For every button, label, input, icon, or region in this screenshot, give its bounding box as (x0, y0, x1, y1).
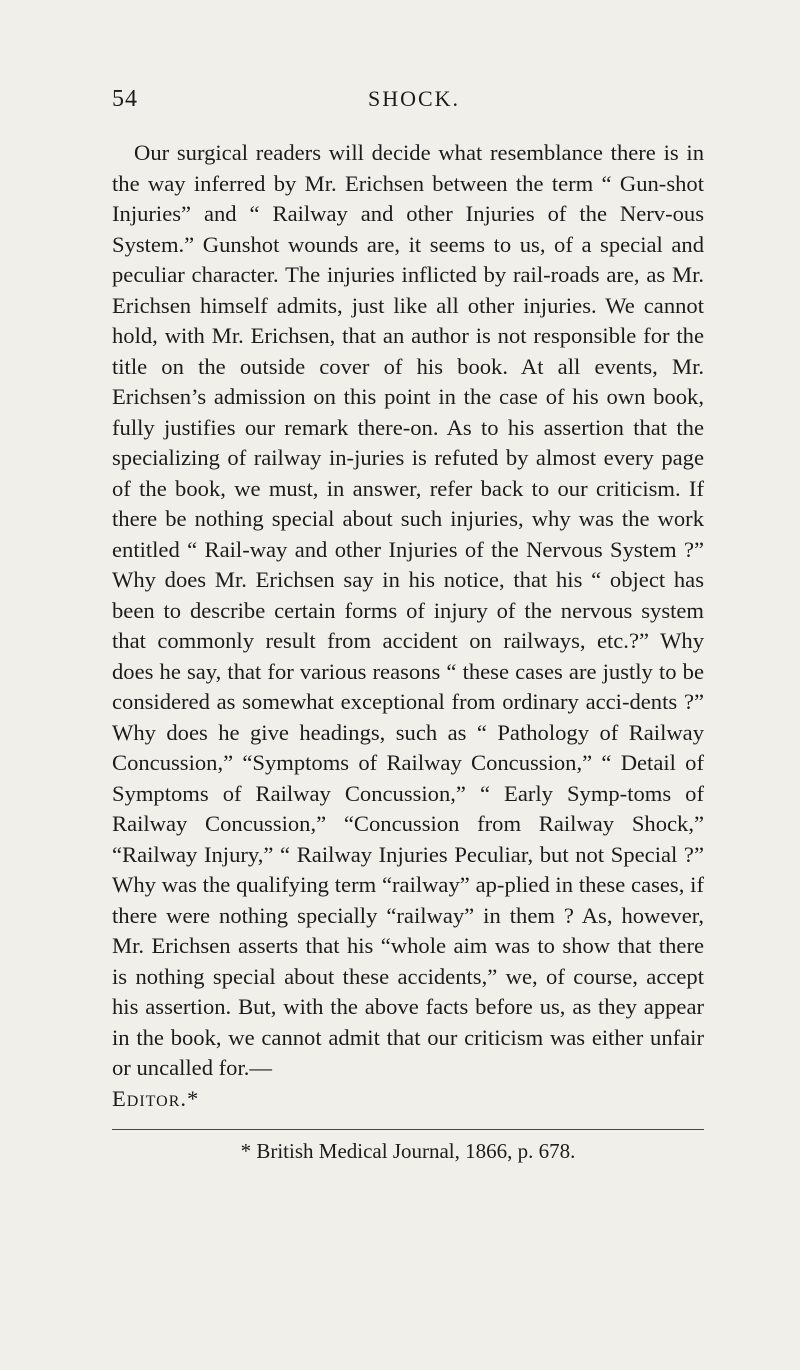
paragraph-text: Our surgical readers will decide what resemblance there is in the way inferred by Mr. Erichsen between the term “ Gun-shot Injuries” and “ Railway and other Injuries of the Nerv-ous System.” Gunshot wounds are, it seems to us, of a special and peculiar character. The injuries inflicted by rail-roads are, as Mr. Erichsen himself admits, just like all other injuries. We cannot hold, with Mr. Erichsen, that an author is not responsible for the title on the outside cover of his book. At all events, Mr. Erichsen’s admission on this point in the case of his own book, fully justifies our remark there-on. As to his assertion that the specializing of railway in-juries is refuted by almost every page of the book, we must, in answer, refer back to our criticism. If there be nothing special about such injuries, why was the work entitled “ Rail-way and other Injuries of the Nervous System ?” Why does Mr. Erichsen say in his notice, that his “ object has been to describe certain forms of injury of the nervous system that commonly result from accident on railways, etc.?” Why does he say, that for various reasons “ these cases are justly to be considered as somewhat exceptional from ordinary acci-dents ?” Why does he give headings, such as “ Pathology of Railway Concussion,” “Symptoms of Railway Concussion,” “ Detail of Symptoms of Railway Concussion,” “ Early Symp-toms of Railway Concussion,” “Concussion from Railway Shock,” “Railway Injury,” “ Railway Injuries Peculiar, but not Special ?” Why was the qualifying term “railway” ap-plied in these cases, if there were nothing specially “railway” in them ? As, however, Mr. Erichsen asserts that his “whole aim was to show that there is nothing special about these accidents,” we, of course, accept his assertion. But, with the above facts before us, as they appear in the book, we cannot admit that our criticism was either unfair or uncalled for.— (112, 140, 704, 1080)
page-header (112, 86, 704, 116)
body-text (112, 138, 704, 1114)
running-head: SHOCK. (367, 86, 461, 111)
footnote-rule (112, 1129, 704, 1130)
footnote: * British Medical Journal, 1866, p. 678. (240, 1139, 576, 1163)
paragraph (112, 138, 704, 1114)
editor-signature: Editor.* (112, 1085, 200, 1111)
page-number: 54 (112, 86, 138, 112)
